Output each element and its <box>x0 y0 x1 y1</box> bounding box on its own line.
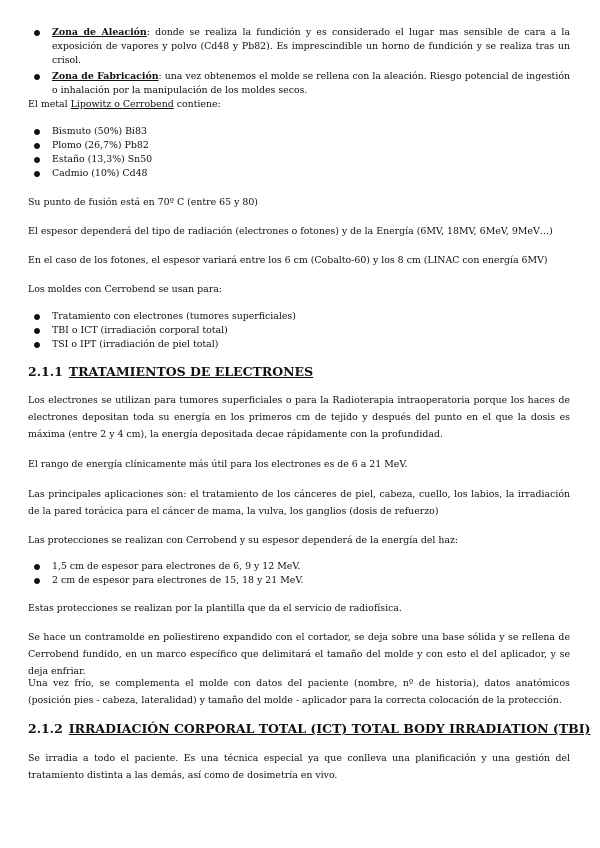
electrons-paragraph-5: Estas protecciones se realizan por la plantilla que da el servicio de radiofísica. <box>28 603 402 614</box>
electrons-paragraph-3: Las principales aplicaciones son: el tratamiento de los cánceres de piel, cabeza, cuello, los labios, la irradiación de la pared torácica para el cáncer de mama, la vulva, los ganglios (dosis de refuerzo) <box>28 489 570 517</box>
zone-title: Zona de Aleación <box>52 27 147 38</box>
uses-list-block <box>28 310 570 352</box>
metal-item: Cadmio (10%) Cd48 <box>52 168 148 179</box>
zone-text: : una vez obtenemos el molde se rellena con la aleación. Riesgo potencial de ingestión o inhalación por la manipulación de los moldes secos. <box>52 71 571 96</box>
bullet-icon <box>34 314 40 320</box>
bullet-icon <box>34 342 40 348</box>
bullet-icon <box>34 129 40 135</box>
metal-list <box>28 125 570 181</box>
thickness-paragraph: El espesor dependerá del tipo de radiación (electrones o fotones) y de la Energía (6MV, 18MV, 6MeV, 9MeV…) <box>28 226 553 237</box>
electrons-paragraph-1: Los electrones se utilizan para tumores superficiales o para la Radioterapia intraoperatoria porque los haces de electrones depositan toda su energía en los primeros cm de tejido y después del punto en el que la dosis es máxima (entre 2 y 4 cm), la energía depositada decae rápidamente con la profundidad. <box>28 395 570 440</box>
zone-list <box>28 26 570 98</box>
tbi-paragraph-1: Se irradia a todo el paciente. Es una técnica especial ya que conlleva una planificación y una gestión del tratamiento distinta a las demás, así como de dosimetría en vivo. <box>28 753 570 781</box>
section-number: 2.1.2 <box>28 721 63 736</box>
use-item: TSI o IPT (irradiación de piel total) <box>52 339 219 350</box>
list-item <box>28 338 570 352</box>
bullet-icon <box>34 578 40 584</box>
protection-item: 1,5 cm de espesor para electrones de 6, 9 y 12 MeV. <box>52 561 301 572</box>
section-heading-electrons <box>28 364 313 380</box>
section-title: IRRADIACIÓN CORPORAL TOTAL (ICT) TOTAL BODY IRRADIATION (TBI) <box>68 721 591 736</box>
uses-intro: Los moldes con Cerrobend se usan para: <box>28 284 222 295</box>
bullet-icon <box>34 328 40 334</box>
list-item <box>28 139 570 153</box>
use-item: TBI o ICT (irradiación corporal total) <box>52 325 228 336</box>
bullet-icon <box>34 143 40 149</box>
electrons-paragraph-7: Una vez frío, se complementa el molde con datos del paciente (nombre, nº de historia), datos anatómicos (posición pies - cabeza, lateralidad) y tamaño del molde - aplicador para la correcta colocación de la protección. <box>28 678 570 706</box>
metal-list-block <box>28 125 570 181</box>
list-item <box>28 560 570 574</box>
photons-paragraph: En el caso de los fotones, el espesor variará entre los 6 cm (Cobalto-60) y los 8 cm (LINAC con energía 6MV) <box>28 255 548 266</box>
list-item <box>28 310 570 324</box>
uses-list <box>28 310 570 352</box>
list-item <box>28 574 570 588</box>
metal-item: Bismuto (50%) Bi83 <box>52 126 147 137</box>
zone-text: : donde se realiza la fundición y es considerado el lugar mas sensible de cara a la exposición de vapores y polvo (Cd48 y Pb82). Es imprescindible un horno de fundición y se realiza tras un crisol. <box>52 27 571 66</box>
electrons-paragraph-4: Las protecciones se realizan con Cerrobend y su espesor dependerá de la energía del haz: <box>28 535 459 546</box>
bullet-icon <box>34 564 40 570</box>
list-item <box>28 70 570 98</box>
section-number: 2.1.1 <box>28 364 63 379</box>
metal-intro <box>28 96 570 113</box>
bullet-icon <box>34 171 40 177</box>
bullet-icon <box>34 30 40 36</box>
list-item <box>28 125 570 139</box>
list-item <box>28 153 570 167</box>
metal-intro-suffix: contiene: <box>173 99 221 110</box>
bullet-icon <box>34 74 40 80</box>
metal-item: Plomo (26,7%) Pb82 <box>52 140 149 151</box>
list-item <box>28 26 570 68</box>
section-heading-tbi <box>28 721 590 737</box>
list-item <box>28 167 570 181</box>
section-title: TRATAMIENTOS DE ELECTRONES <box>68 364 314 379</box>
protection-list <box>28 560 570 588</box>
zone-title: Zona de Fabricación <box>52 71 159 82</box>
electrons-paragraph-6: Se hace un contramolde en poliestireno expandido con el cortador, se deja sobre una base sólida y se rellena de Cerrobend fundido, en un marco específico que delimitará el tamaño del molde y con esto el del aplicador, y se deja enfriar. <box>28 632 570 677</box>
use-item: Tratamiento con electrones (tumores superficiales) <box>52 311 296 322</box>
protection-item: 2 cm de espesor para electrones de 15, 18 y 21 MeV. <box>52 575 304 586</box>
bullet-icon <box>34 157 40 163</box>
melting-point: Su punto de fusión está en 70º C (entre 65 y 80) <box>28 197 258 208</box>
metal-name: Lipowitz o Cerrobend <box>70 99 174 110</box>
metal-intro-prefix: El metal <box>28 99 71 110</box>
metal-item: Estaño (13,3%) Sn50 <box>52 154 153 165</box>
protection-list-block <box>28 560 570 588</box>
list-item <box>28 324 570 338</box>
zone-list-block <box>28 26 570 98</box>
electrons-paragraph-2: El rango de energía clínicamente más útil para los electrones es de 6 a 21 MeV. <box>28 459 408 470</box>
